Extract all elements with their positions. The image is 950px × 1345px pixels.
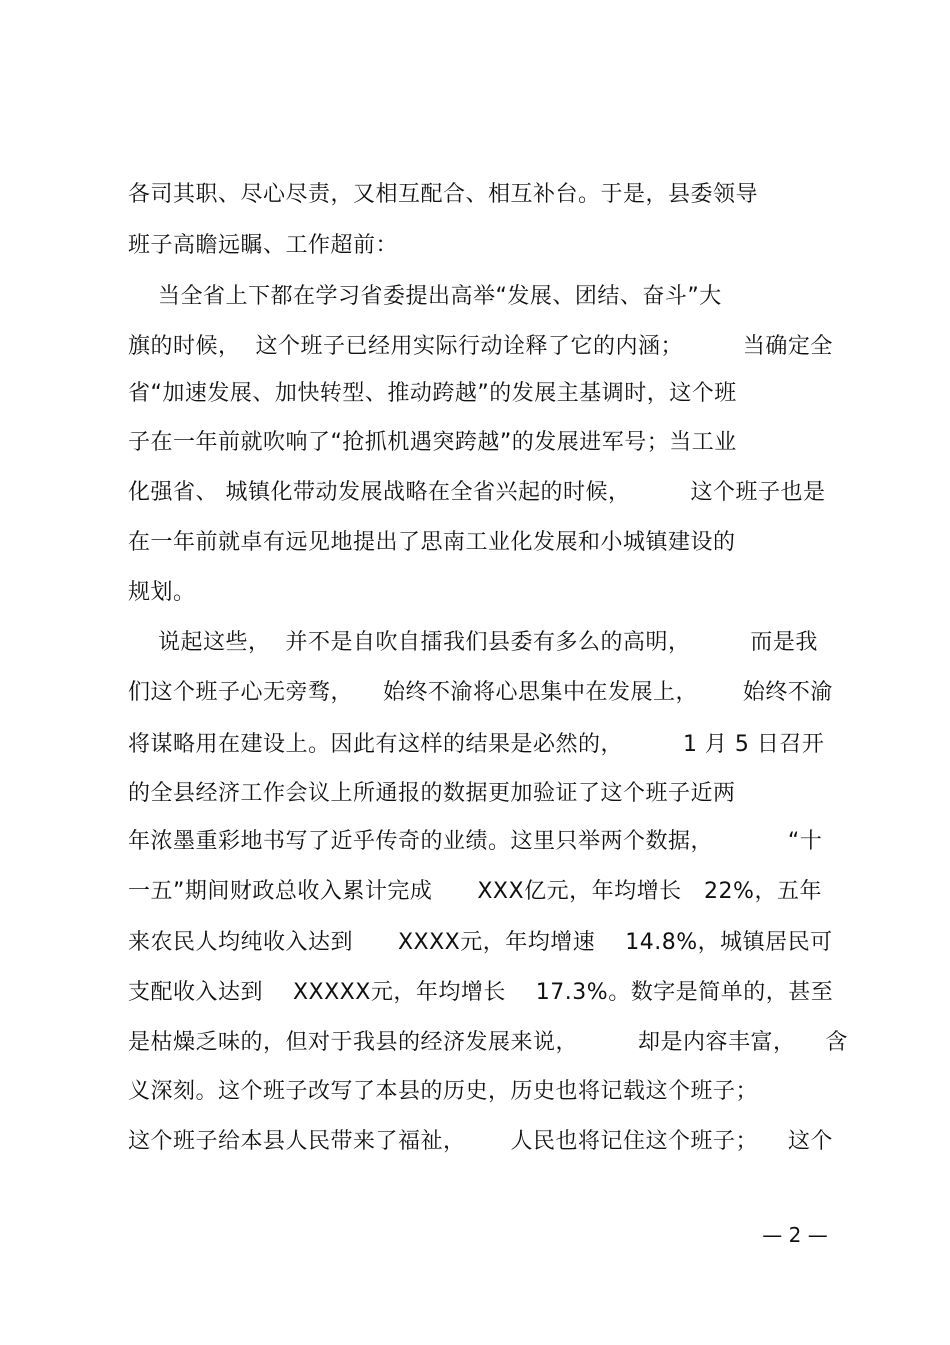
text-line: 旗的时候， 这个班子已经用实际行动诠释了它的内涵； 当确定全 [128,334,833,359]
text-line: 支配收入达到 XXXXX元，年均增长 17.3%。数字是简单的，甚至 [128,980,834,1005]
text-line: 们这个班子心无旁骛， 始终不渝将心思集中在发展上， 始终不渝 [128,680,833,705]
text-line: 年浓墨重彩地书写了近乎传奇的业绩。这里只举两个数据， “十 [128,829,823,854]
text-line: 子在一年前就吹响了“抢抓机遇突跨越”的发展进军号；当工业 [128,430,737,455]
text-line: 义深刻。这个班子改写了本县的历史，历史也将记载这个班子； [128,1079,759,1104]
text-line: 是枯燥乏味的，但对于我县的经济发展来说， 却是内容丰富， 含 [128,1030,848,1055]
text-line: 当全省上下都在学习省委提出高举“发展、团结、奋斗”大 [128,284,722,309]
text-line: 这个班子给本县人民带来了福祉， 人民也将记住这个班子； 这个 [128,1129,833,1154]
text-line: 来农民人均纯收入达到 XXXX元，年均增速 14.8%，城镇居民可 [128,930,833,955]
text-line: 将谋略用在建设上。因此有这样的结果是必然的， 1 月 5 日召开 [128,732,825,757]
text-line: 规划。 [128,580,196,605]
text-line: 省“加速发展、加快转型、推动跨越”的发展主基调时，这个班 [128,381,737,406]
text-line: 一五”期间财政总收入累计完成 XXX亿元，年均增长 22%，五年 [128,879,822,904]
text-line: 班子高瞻远瞩、工作超前： [128,233,399,258]
text-line: 化强省、 城镇化带动发展战略在全省兴起的时候， 这个班子也是 [128,480,826,505]
text-line: 各司其职、尽心尽责，又相互配合、相互补台。于是，县委领导 [128,182,759,207]
page-number: — 2 — [762,1223,828,1247]
text-line: 的全县经济工作会议上所通报的数据更加验证了这个班子近两 [128,781,736,806]
text-line: 在一年前就卓有远见地提出了思南工业化发展和小城镇建设的 [128,530,736,555]
text-line: 说起这些， 并不是自吹自擂我们县委有多么的高明， 而是我 [128,630,818,655]
